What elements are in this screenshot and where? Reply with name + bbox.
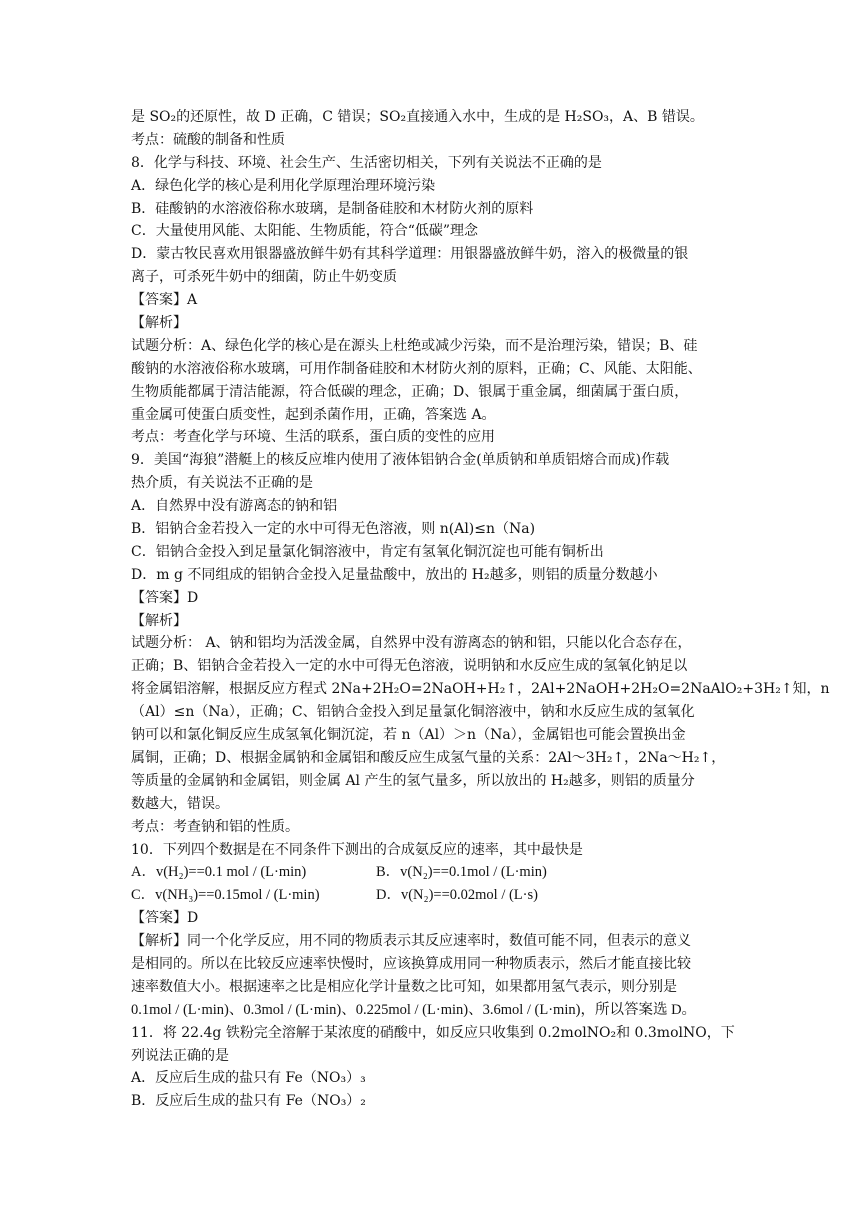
question-11-stem: 列说法正确的是 (131, 1047, 229, 1064)
analysis-text: 数越大，错误。 (131, 795, 229, 812)
question-10-options-row (131, 861, 731, 884)
document-body (131, 106, 830, 1113)
question-9-option-c: C．铝钠合金投入到足量氯化铜溶液中，肯定有氢氧化铜沉淀也可能有铜析出 (131, 543, 604, 560)
answer-label: 【答案】A (131, 292, 198, 309)
analysis-text: 重金属可使蛋白质变性，起到杀菌作用，正确，答案选 A。 (131, 406, 496, 423)
analysis-label: 【解析】 (131, 612, 187, 629)
question-8-option-d: D．蒙古牧民喜欢用银器盛放鲜牛奶有其科学道理：用银器盛放鲜牛奶，溶入的极微量的银 (131, 246, 689, 263)
question-11-stem: 11．将 22.4g 铁粉完全溶解于某浓度的硝酸中，如反应只收集到 0.2molNO₂和 0.3molNO，下 (131, 1024, 735, 1041)
question-10-option-b: B．v(N₂)==0.1mol / (L·min) (376, 864, 547, 881)
analysis-text: 是相同的。所以在比较反应速率快慢时，应该换算成用同一种物质表示，然后才能直接比较 (131, 955, 691, 972)
analysis-text: 钠可以和氯化铜反应生成氢氧化铜沉淀，若 n（Al）＞n（Na），金属铝也可能会置换出金 (131, 727, 686, 744)
question-8-option-a: A．绿色化学的核心是利用化学原理治理环境污染 (131, 177, 436, 194)
analysis-text: 酸钠的水溶液俗称水玻璃，可用作制备硅胶和木材防火剂的原料，正确；C、风能、太阳能、 (131, 360, 702, 377)
question-11-option-b: B．反应后生成的盐只有 Fe（NO₃）₂ (131, 1093, 366, 1110)
question-10-option-c: C．v(NH₃)==0.15mol / (L·min) (131, 887, 320, 904)
question-10-stem: 10．下列四个数据是在不同条件下测出的合成氨反应的速率，其中最快是 (131, 841, 583, 858)
question-9-option-d: D．m g 不同组成的铝钠合金投入足量盐酸中，放出的 H₂越多，则铝的质量分数越小 (131, 566, 658, 583)
analysis-text: 【解析】同一个化学反应，用不同的物质表示其反应速率时，数值可能不同，但表示的意义 (131, 933, 691, 950)
question-8-option-d: 离子，可杀死牛奶中的细菌，防止牛奶变质 (131, 269, 397, 286)
question-10-options-row (131, 884, 731, 907)
text-line: 是 SO₂的还原性，故 D 正确，C 错误；SO₂直接通入水中，生成的是 H₂SO₃，A、B 错误。 (131, 109, 704, 125)
analysis-text: 生物质能都属于清洁能源，符合低碳的理念，正确；D、银属于重金属，细菌属于蛋白质， (131, 383, 689, 400)
knowledge-point: 考点：考查化学与环境、生活的联系，蛋白质的变性的应用 (131, 429, 495, 446)
analysis-text: 正确；B、铝钠合金若投入一定的水中可得无色溶液，说明钠和水反应生成的氢氧化钠足以 (131, 658, 688, 675)
analysis-text: 等质量的金属钠和金属铝，则金属 Al 产生的氢气量多，所以放出的 H₂越多，则铝的质量分 (131, 772, 695, 789)
question-10-option-a: A．v(H₂)==0.1 mol / (L·min) (131, 864, 307, 881)
question-9-stem: 热介质，有关说法不正确的是 (131, 475, 313, 492)
question-8-option-b: B．硅酸钠的水溶液俗称水玻璃，是制备硅胶和木材防火剂的原料 (131, 200, 534, 217)
question-10-option-d: D．v(N₂)==0.02mol / (L·s) (376, 887, 538, 904)
question-8-stem: 8．化学与科技、环境、社会生产、生活密切相关，下列有关说法不正确的是 (131, 154, 602, 171)
analysis-text: 试题分析：A、绿色化学的核心是在源头上杜绝或减少污染，而不是治理污染，错误；B、硅 (131, 337, 698, 354)
answer-label: 【答案】D (131, 910, 199, 927)
analysis-text: 速率数值大小。根据速率之比是相应化学计量数之比可知，如果都用氢气表示，则分别是 (131, 978, 677, 995)
analysis-text: 将金属铝溶解，根据反应方程式 2Na+2H₂O=2NaOH+H₂↑，2Al+2NaOH+2H₂O=2NaAlO₂+3H₂↑知，n (131, 681, 830, 698)
analysis-text: 试题分析： A、钠和铝均为活泼金属，自然界中没有游离态的钠和铝，只能以化合态存在， (131, 635, 692, 652)
analysis-text: 属铜，正确；D、根据金属钠和金属铝和酸反应生成氢气量的关系：2Al～3H₂↑，2Na～H₂↑， (131, 749, 726, 766)
answer-label: 【答案】D (131, 589, 199, 606)
question-9-stem: 9．美国“海狼”潜艇上的核反应堆内使用了液体铝钠合金(单质钠和单质铝熔合而成)作载 (131, 452, 670, 469)
text-line: 考点：硫酸的制备和性质 (131, 131, 285, 148)
knowledge-point: 考点：考查钠和铝的性质。 (131, 818, 299, 835)
analysis-text: （Al）≤n（Na），正确；C、铝钠合金投入到足量氯化铜溶液中，钠和水反应生成的氢氧化 (131, 704, 695, 721)
question-11-option-a: A．反应后生成的盐只有 Fe（NO₃）₃ (131, 1070, 366, 1087)
analysis-label: 【解析】 (131, 315, 187, 332)
question-9-option-a: A．自然界中没有游离态的钠和铝 (131, 498, 338, 515)
analysis-text: 0.1mol / (L·min)、0.3mol / (L·min)、0.225mol / (L·min)、3.6mol / (L·min)，所以答案选 D。 (131, 1001, 697, 1018)
question-8-option-c: C．大量使用风能、太阳能、生物质能，符合“低碳”理念 (131, 223, 479, 240)
question-9-option-b: B．铝钠合金若投入一定的水中可得无色溶液，则 n(Al)≤n（Na) (131, 521, 536, 538)
